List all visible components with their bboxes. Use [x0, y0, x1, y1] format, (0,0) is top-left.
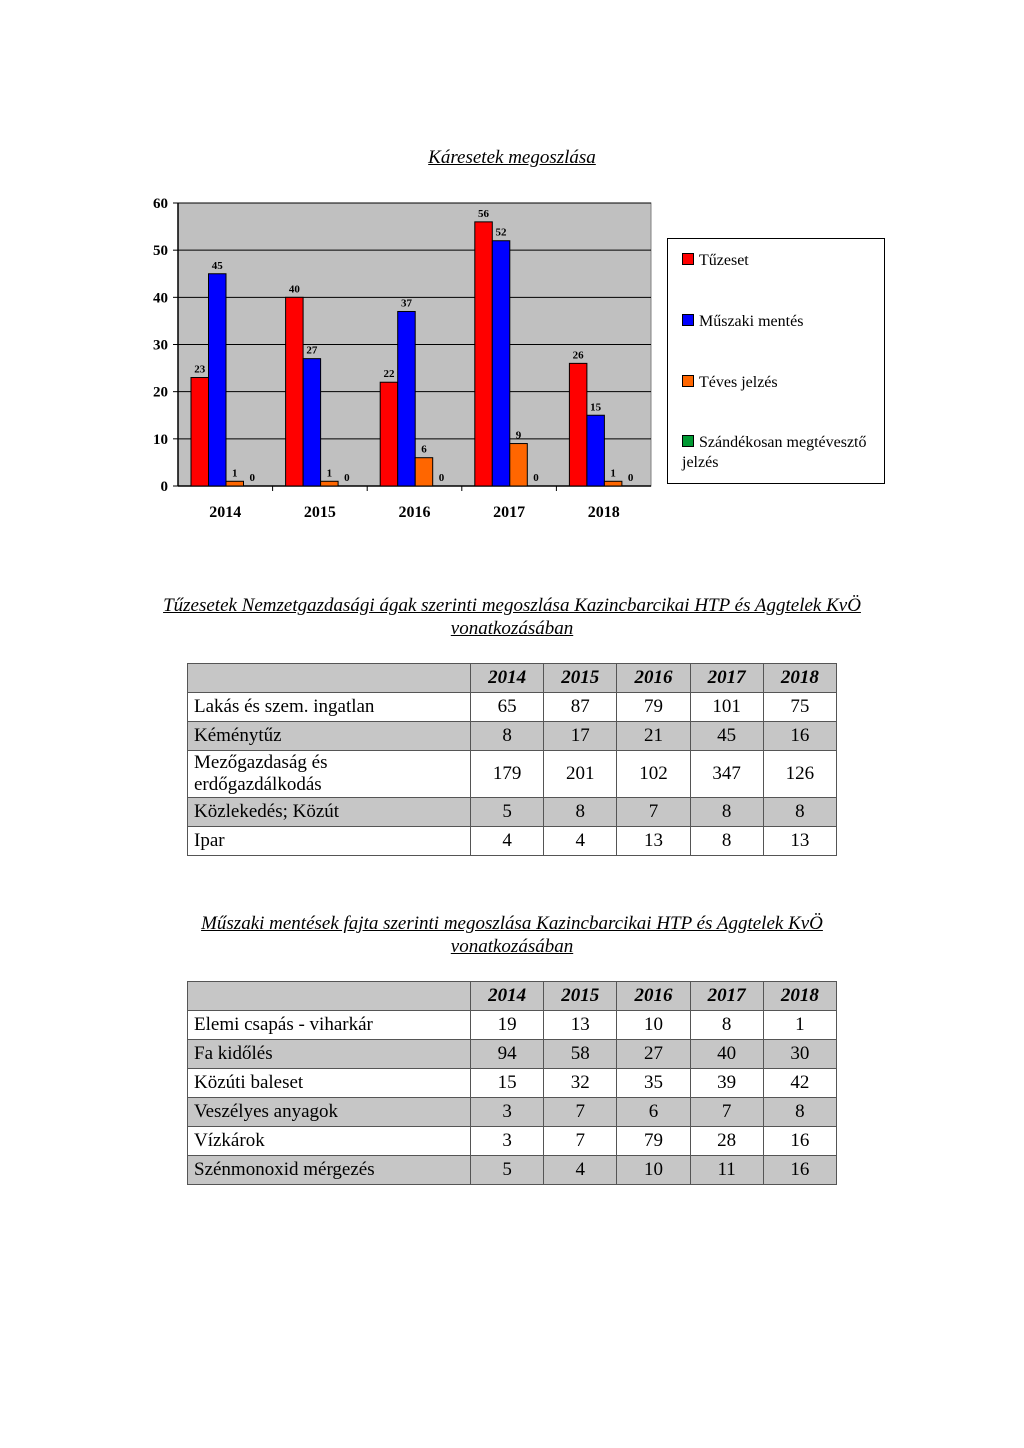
row-label-line2: erdőgazdálkodás [194, 774, 322, 795]
cell: 347 [690, 751, 763, 798]
x-tick-label: 2017 [493, 504, 526, 521]
cell: 8 [763, 798, 836, 827]
table1-header-2017: 2017 [690, 664, 763, 693]
cell: 10 [617, 1011, 690, 1040]
x-tick-label: 2016 [398, 504, 431, 521]
cell: 179 [471, 751, 544, 798]
table2-header-row [188, 982, 837, 1011]
cell: 13 [763, 827, 836, 856]
cell: 13 [544, 1011, 617, 1040]
bar [321, 481, 339, 486]
bar [303, 359, 321, 486]
data-label: 6 [421, 443, 427, 456]
bar [475, 222, 493, 486]
cell: 42 [763, 1069, 836, 1098]
table1-title [0, 594, 1024, 640]
cell: 45 [690, 722, 763, 751]
bar [398, 311, 416, 486]
legend-swatch-muszaki-mentes [682, 314, 694, 326]
y-tick-label: 0 [160, 479, 168, 495]
legend-item-teves-jelzes [682, 373, 882, 393]
data-label: 22 [383, 368, 395, 381]
cell: 3 [471, 1098, 544, 1127]
cell: 39 [690, 1069, 763, 1098]
table-tuzesetek [187, 663, 837, 856]
x-tick-label: 2014 [209, 504, 242, 521]
data-label: 52 [495, 226, 507, 239]
cell: 10 [617, 1156, 690, 1185]
cell: 7 [544, 1127, 617, 1156]
cell: 65 [471, 693, 544, 722]
table2-header-2016: 2016 [617, 982, 690, 1011]
legend-item-tuzeset [682, 251, 882, 271]
data-label: 1 [326, 467, 333, 480]
cell: 15 [471, 1069, 544, 1098]
cell: 5 [471, 798, 544, 827]
data-label: 27 [306, 344, 318, 357]
cell: 30 [763, 1040, 836, 1069]
table1-header-row [188, 664, 837, 693]
cell: 8 [763, 1098, 836, 1127]
data-label: 0 [533, 472, 539, 484]
data-label: 0 [249, 472, 255, 484]
table2-title [0, 912, 1024, 958]
legend-swatch-teves-jelzes [682, 375, 694, 387]
chart-legend [667, 238, 885, 484]
table1-title-line1: Tűzesetek Nemzetgazdasági ágak szerinti megoszlása Kazincbarcikai HTP és Aggtelek KvÖ [163, 595, 861, 616]
cell: 40 [690, 1040, 763, 1069]
table-row [188, 827, 837, 856]
data-label: 0 [344, 472, 350, 484]
cell: 8 [690, 798, 763, 827]
data-label: 37 [400, 297, 412, 310]
legend-label-tuzeset: Tűzeset [699, 252, 749, 269]
table-row [188, 1127, 837, 1156]
cell: 16 [763, 1156, 836, 1185]
x-tick-label: 2015 [303, 504, 336, 521]
row-label: Kéménytűz [188, 722, 471, 751]
y-tick-label: 30 [153, 337, 168, 354]
legend-item-szandekosan [682, 433, 882, 473]
cell: 94 [471, 1040, 544, 1069]
cell: 4 [471, 827, 544, 856]
data-label: 45 [211, 259, 223, 272]
bar [286, 297, 304, 486]
table-row [188, 722, 837, 751]
cell: 7 [544, 1098, 617, 1127]
row-label: Közlekedés; Közút [188, 798, 471, 827]
data-label: 26 [572, 349, 584, 362]
legend-swatch-tuzeset [682, 253, 694, 265]
row-label: Szénmonoxid mérgezés [188, 1156, 471, 1185]
table-row [188, 1098, 837, 1127]
table1-title-line2: vonatkozásában [450, 618, 574, 639]
cell: 16 [763, 722, 836, 751]
data-label: 56 [478, 207, 490, 220]
table-row [188, 1040, 837, 1069]
data-label: 1 [610, 467, 616, 480]
bar [569, 363, 587, 486]
cell: 1 [763, 1011, 836, 1040]
y-tick-label: 50 [153, 243, 168, 260]
cell: 3 [471, 1127, 544, 1156]
row-label: Vízkárok [188, 1127, 471, 1156]
cell: 201 [544, 751, 617, 798]
row-label: Lakás és szem. ingatlan [188, 693, 471, 722]
cell: 11 [690, 1156, 763, 1185]
cell: 79 [617, 693, 690, 722]
table2-header-2015: 2015 [544, 982, 617, 1011]
cell: 58 [544, 1040, 617, 1069]
data-label: 40 [288, 283, 300, 296]
table-row [188, 1156, 837, 1185]
bar [510, 444, 528, 486]
cell: 8 [690, 1011, 763, 1040]
row-label: Veszélyes anyagok [188, 1098, 471, 1127]
y-tick-label: 20 [153, 384, 168, 401]
table-row [188, 693, 837, 722]
table2-header-2018: 2018 [763, 982, 836, 1011]
cell: 7 [690, 1098, 763, 1127]
bar [191, 378, 209, 486]
legend-label-teves-jelzes: Téves jelzés [699, 374, 778, 391]
table-row [188, 1011, 837, 1040]
cell: 32 [544, 1069, 617, 1098]
cell: 6 [617, 1098, 690, 1127]
table1-header-2014: 2014 [471, 664, 544, 693]
y-tick-label: 60 [153, 196, 168, 212]
cell: 79 [617, 1127, 690, 1156]
cell: 21 [617, 722, 690, 751]
row-label: Ipar [188, 827, 471, 856]
table-row [188, 1069, 837, 1098]
table2-title-line2: vonatkozásában [450, 936, 574, 957]
table2-title-line1: Műszaki mentések fajta szerinti megoszlása Kazincbarcikai HTP és Aggtelek KvÖ [201, 913, 823, 934]
table2-header-2017: 2017 [690, 982, 763, 1011]
row-label: Fa kidőlés [188, 1040, 471, 1069]
cell: 4 [544, 1156, 617, 1185]
cell: 4 [544, 827, 617, 856]
cell: 101 [690, 693, 763, 722]
cell: 102 [617, 751, 690, 798]
legend-swatch-szandekosan [682, 435, 694, 447]
bar [587, 415, 605, 486]
row-label: Elemi csapás - viharkár [188, 1011, 471, 1040]
data-label: 0 [627, 472, 634, 484]
table-row [188, 798, 837, 827]
row-label [188, 751, 471, 798]
cell: 16 [763, 1127, 836, 1156]
x-tick-label: 2018 [587, 504, 620, 521]
cell: 17 [544, 722, 617, 751]
data-label: 0 [438, 472, 445, 484]
row-label: Közúti baleset [188, 1069, 471, 1098]
cell: 8 [471, 722, 544, 751]
cell: 87 [544, 693, 617, 722]
y-tick-label: 10 [153, 431, 168, 448]
cell: 13 [617, 827, 690, 856]
bar [604, 481, 622, 486]
cell: 19 [471, 1011, 544, 1040]
chart-title: Káresetek megoszlása [428, 147, 596, 168]
table-row [188, 751, 837, 798]
table1-header-2015: 2015 [544, 664, 617, 693]
cell: 7 [617, 798, 690, 827]
y-tick-label: 40 [153, 290, 168, 307]
table1-header-blank [188, 664, 471, 693]
legend-label-szandekosan: Szándékosan megtévesztő jelzés [682, 434, 867, 471]
cell: 8 [690, 827, 763, 856]
cell: 27 [617, 1040, 690, 1069]
table2-header-2014: 2014 [471, 982, 544, 1011]
bar [492, 241, 510, 486]
cell: 35 [617, 1069, 690, 1098]
cell: 75 [763, 693, 836, 722]
row-label-line1: Mezőgazdaság és [194, 752, 328, 773]
table1-header-2016: 2016 [617, 664, 690, 693]
cell: 5 [471, 1156, 544, 1185]
bar [380, 382, 398, 486]
table-muszaki-mentesek [187, 981, 837, 1185]
data-label: 1 [232, 467, 238, 480]
cell: 126 [763, 751, 836, 798]
cell: 8 [544, 798, 617, 827]
table2-header-blank [188, 982, 471, 1011]
bar [415, 458, 433, 486]
data-label: 15 [590, 401, 602, 414]
table1-header-2018: 2018 [763, 664, 836, 693]
bar [209, 274, 227, 486]
bar [226, 481, 244, 486]
legend-item-muszaki-mentes [682, 312, 882, 332]
data-label: 9 [515, 429, 522, 442]
cell: 28 [690, 1127, 763, 1156]
data-label: 23 [194, 363, 206, 376]
legend-label-muszaki-mentes: Műszaki mentés [699, 313, 804, 330]
